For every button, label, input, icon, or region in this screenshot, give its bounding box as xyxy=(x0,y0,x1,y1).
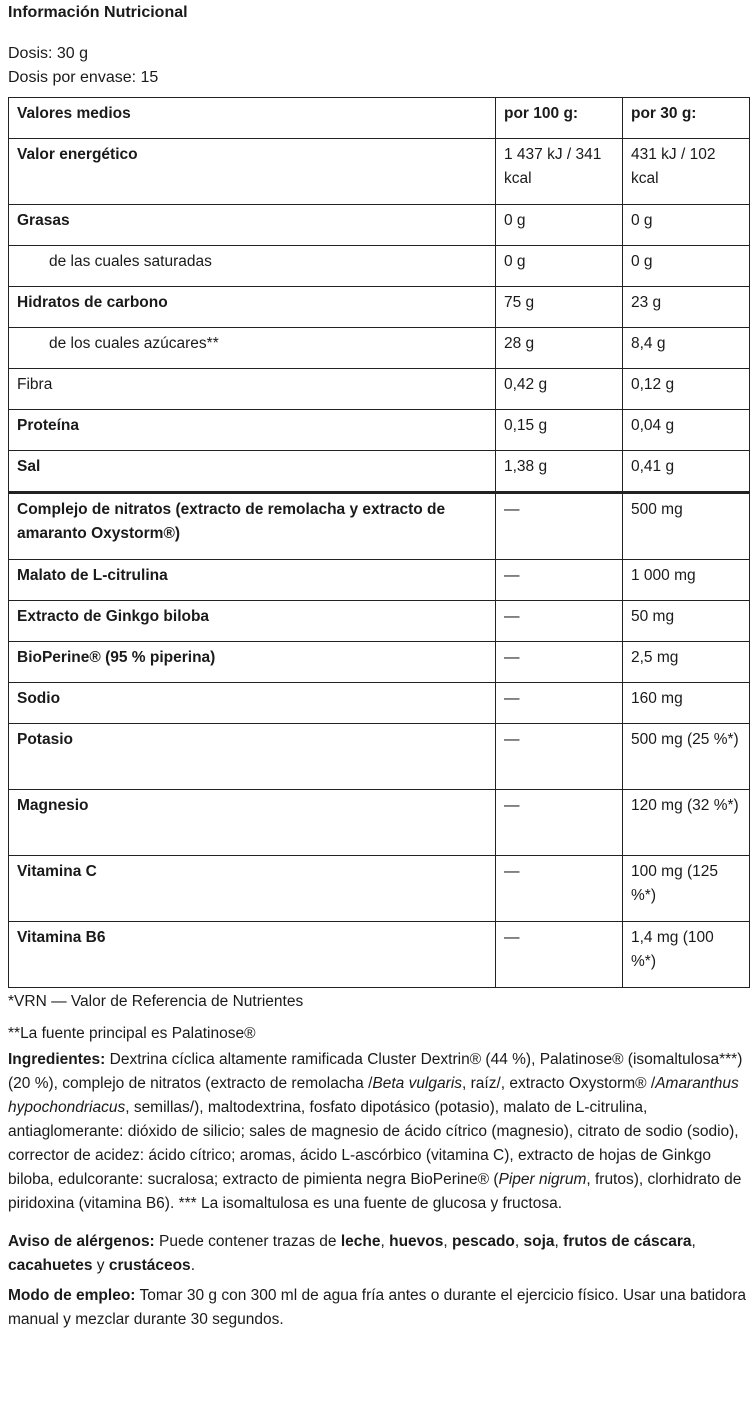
row-value-100g: — xyxy=(496,856,623,922)
allergen-item: soja xyxy=(523,1233,555,1250)
row-name: Sal xyxy=(9,451,496,493)
row-name: Proteína xyxy=(9,410,496,451)
table-row xyxy=(9,642,750,683)
row-name: Potasio xyxy=(9,724,496,790)
ingredients-text: , raíz/, extracto Oxystorm® / xyxy=(462,1075,656,1092)
table-row xyxy=(9,922,750,988)
table-row xyxy=(9,369,750,410)
row-value-100g: — xyxy=(496,493,623,560)
row-value-30g: 0,12 g xyxy=(623,369,750,410)
row-value-30g: 50 mg xyxy=(623,601,750,642)
allergen-text: , xyxy=(443,1233,453,1250)
row-value-30g: 1 000 mg xyxy=(623,560,750,601)
row-value-100g: 1 437 kJ / 341 kcal xyxy=(496,139,623,205)
row-name: Fibra xyxy=(9,369,496,410)
allergen-label: Aviso de alérgenos: xyxy=(8,1233,155,1250)
row-name: de las cuales saturadas xyxy=(9,246,496,287)
allergen-text: , xyxy=(380,1233,390,1250)
ingredients-text: Dextrina cíclica altamente ramificada Cluster Dextrin® (44 %), Palatinose® (isomaltulosa***) (20 %), complejo de nitratos (extracto de remolacha / xyxy=(8,1051,743,1092)
ingredients-paragraph xyxy=(8,1048,750,1216)
table-row xyxy=(9,683,750,724)
row-value-30g: 100 mg (125 %*) xyxy=(623,856,750,922)
row-value-30g: 0 g xyxy=(623,205,750,246)
allergen-text: y xyxy=(92,1257,109,1274)
page-title: Información Nutricional xyxy=(8,4,188,21)
ingredients-italic: Amaranthus hypochondriacus xyxy=(8,1075,739,1116)
usage-label: Modo de empleo: xyxy=(8,1287,136,1304)
row-value-100g: 28 g xyxy=(496,328,623,369)
ingredients-text: , frutos), clorhidrato de piridoxina (vitamina B6). *** La isomaltulosa es una fuente de glucosa y fructosa. xyxy=(8,1171,742,1212)
row-value-100g: — xyxy=(496,683,623,724)
row-name: Magnesio xyxy=(9,790,496,856)
row-name: Sodio xyxy=(9,683,496,724)
ingredients-italic: Beta vulgaris xyxy=(372,1075,463,1092)
table-row xyxy=(9,856,750,922)
allergen-paragraph xyxy=(8,1230,750,1278)
table-row xyxy=(9,724,750,790)
row-value-30g: 0,41 g xyxy=(623,451,750,493)
row-name: Grasas xyxy=(9,205,496,246)
allergen-item: crustáceos xyxy=(108,1257,191,1274)
table-row xyxy=(9,451,750,493)
row-name: de los cuales azúcares** xyxy=(9,328,496,369)
row-value-30g: 0,04 g xyxy=(623,410,750,451)
row-value-30g: 500 mg xyxy=(623,493,750,560)
row-value-100g: — xyxy=(496,601,623,642)
row-value-100g: 0,15 g xyxy=(496,410,623,451)
row-value-30g: 500 mg (25 %*) xyxy=(623,724,750,790)
table-row xyxy=(9,560,750,601)
row-name: Vitamina C xyxy=(9,856,496,922)
row-name: Complejo de nitratos (extracto de remolacha y extracto de amaranto Oxystorm®) xyxy=(9,493,496,560)
table-row xyxy=(9,287,750,328)
row-value-30g: 2,5 mg xyxy=(623,642,750,683)
header-per-100g: por 100 g: xyxy=(496,98,623,139)
row-value-100g: — xyxy=(496,922,623,988)
table-row xyxy=(9,139,750,205)
row-name: Malato de L-citrulina xyxy=(9,560,496,601)
table-row xyxy=(9,601,750,642)
table-row xyxy=(9,328,750,369)
ingredients-text: , semillas/), maltodextrina, fosfato dipotásico (potasio), malato de L-citrulina, antiaglomerante: dióxido de silicio; sales de magnesio de ácido cítrico (magnesio), citrato de sodio (sodio), corrector de acidez: ácido cítrico; aromas, ácido L-ascórbico (vitamina C), extracto de hojas de Ginkgo biloba, edulcorante: sucralosa; extracto de pimienta negra BioPerine® ( xyxy=(8,1099,739,1188)
row-value-100g: — xyxy=(496,642,623,683)
row-value-100g: — xyxy=(496,560,623,601)
allergen-text: , xyxy=(554,1233,564,1250)
dose-info xyxy=(8,42,750,90)
source-note: **La fuente principal es Palatinose® xyxy=(8,1025,256,1042)
table-row xyxy=(9,410,750,451)
row-name: BioPerine® (95 % piperina) xyxy=(9,642,496,683)
allergen-text: . xyxy=(190,1257,195,1274)
header-values: Valores medios xyxy=(9,98,496,139)
row-value-100g: 0 g xyxy=(496,205,623,246)
row-name: Vitamina B6 xyxy=(9,922,496,988)
allergen-item: leche xyxy=(340,1233,381,1250)
nutrition-table xyxy=(8,97,750,988)
table-row xyxy=(9,246,750,287)
allergen-item: huevos xyxy=(389,1233,444,1250)
row-value-30g: 1,4 mg (100 %*) xyxy=(623,922,750,988)
nutrition-document xyxy=(8,0,750,1332)
table-row xyxy=(9,205,750,246)
row-value-30g: 23 g xyxy=(623,287,750,328)
table-header-row xyxy=(9,98,750,139)
allergen-item: cacahuetes xyxy=(8,1257,93,1274)
dose-line: Dosis: 30 g xyxy=(8,45,89,62)
header-per-30g: por 30 g: xyxy=(623,98,750,139)
row-value-100g: 75 g xyxy=(496,287,623,328)
row-value-30g: 160 mg xyxy=(623,683,750,724)
row-name: Hidratos de carbono xyxy=(9,287,496,328)
vrn-note: *VRN — Valor de Referencia de Nutrientes xyxy=(8,993,304,1010)
row-value-100g: — xyxy=(496,724,623,790)
usage-text: Tomar 30 g con 300 ml de agua fría antes o durante el ejercicio físico. Usar una batidora manual y mezclar durante 30 segundos. xyxy=(8,1287,747,1328)
servings-line: Dosis por envase: 15 xyxy=(8,69,159,86)
ingredients-label: Ingredientes: xyxy=(8,1051,106,1068)
row-value-30g: 0 g xyxy=(623,246,750,287)
row-value-30g: 120 mg (32 %*) xyxy=(623,790,750,856)
row-value-100g: — xyxy=(496,790,623,856)
row-value-100g: 1,38 g xyxy=(496,451,623,493)
row-value-30g: 8,4 g xyxy=(623,328,750,369)
usage-paragraph xyxy=(8,1284,750,1332)
row-name: Extracto de Ginkgo biloba xyxy=(9,601,496,642)
row-value-100g: 0,42 g xyxy=(496,369,623,410)
allergen-text: , xyxy=(691,1233,696,1250)
allergen-item: pescado xyxy=(452,1233,515,1250)
ingredients-italic: Piper nigrum xyxy=(498,1171,587,1188)
row-value-30g: 431 kJ / 102 kcal xyxy=(623,139,750,205)
row-value-100g: 0 g xyxy=(496,246,623,287)
allergen-text: , xyxy=(514,1233,524,1250)
table-row xyxy=(9,493,750,560)
table-row xyxy=(9,790,750,856)
row-name: Valor energético xyxy=(9,139,496,205)
allergen-item: frutos de cáscara xyxy=(563,1233,692,1250)
allergen-text: Puede contener trazas de xyxy=(154,1233,341,1250)
